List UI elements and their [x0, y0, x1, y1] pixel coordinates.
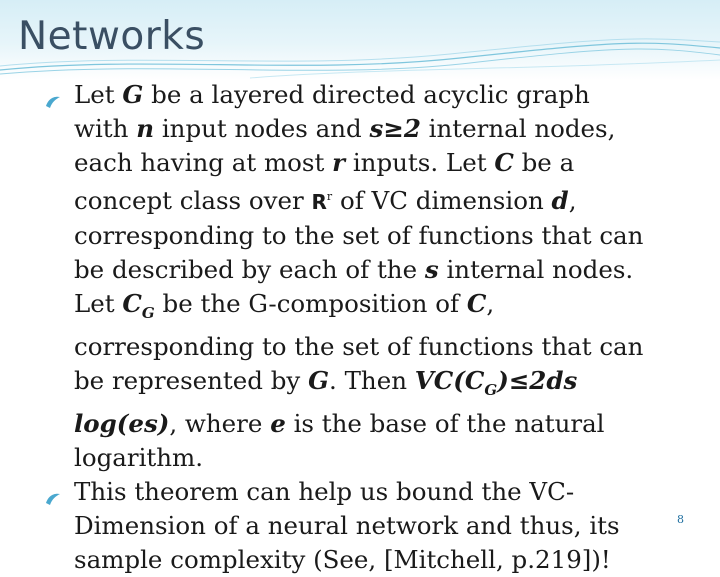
text-segment: G — [122, 80, 144, 109]
text-segment: r — [332, 148, 346, 177]
text-segment: G — [484, 380, 498, 399]
text-segment: d — [551, 186, 569, 216]
text-segment: inputs. Let — [345, 148, 495, 177]
bullet-text — [74, 80, 643, 472]
text-segment: be a layered directed acyclic graph with — [74, 80, 590, 143]
text-segment: , corresponding to the set of functions that can be represented by — [74, 289, 644, 396]
text-segment: VC(C — [414, 366, 485, 396]
text-segment: r — [326, 190, 333, 203]
page-number: 8 — [677, 513, 684, 526]
slide-body — [74, 78, 644, 577]
bullet-item-1 — [74, 78, 644, 475]
bullet-text — [74, 477, 620, 574]
text-segment: Let — [74, 80, 123, 109]
text-segment: . Then — [329, 366, 415, 396]
text-segment: n — [136, 114, 155, 143]
text-segment: G — [308, 366, 329, 396]
text-segment: internal nodes, each having at most — [74, 114, 616, 177]
text-segment: , where — [169, 408, 271, 438]
slide-title: Networks — [18, 14, 206, 59]
text-segment: be the G-composition of — [154, 289, 467, 319]
text-segment: C — [466, 289, 487, 319]
bullet-item-2 — [74, 475, 644, 577]
text-segment: be a concept class over — [74, 148, 575, 216]
text-segment: , corresponding to the set of functions that can be described by each of the — [74, 186, 644, 285]
text-segment: s — [424, 255, 439, 285]
text-segment: input nodes and — [154, 114, 370, 143]
text-segment: e — [270, 408, 286, 438]
bullet-icon — [44, 86, 62, 104]
text-segment: is the base of the natural logarithm. — [74, 408, 605, 472]
text-segment: R — [311, 190, 327, 215]
text-segment: C — [494, 148, 514, 177]
text-segment: of VC dimension — [332, 186, 552, 216]
text-segment: )≤2ds log(es) — [74, 366, 578, 438]
text-segment: C — [122, 289, 142, 319]
text-segment: s≥2 — [369, 114, 421, 143]
text-segment: internal nodes. Let — [74, 255, 634, 319]
text-segment: G — [141, 304, 155, 323]
bullet-icon — [44, 483, 62, 501]
text-segment: This theorem can help us bound the VC-Dimension of a neural network and thus, its sample complexity (See, [Mitchell, p.219])! — [74, 476, 620, 574]
